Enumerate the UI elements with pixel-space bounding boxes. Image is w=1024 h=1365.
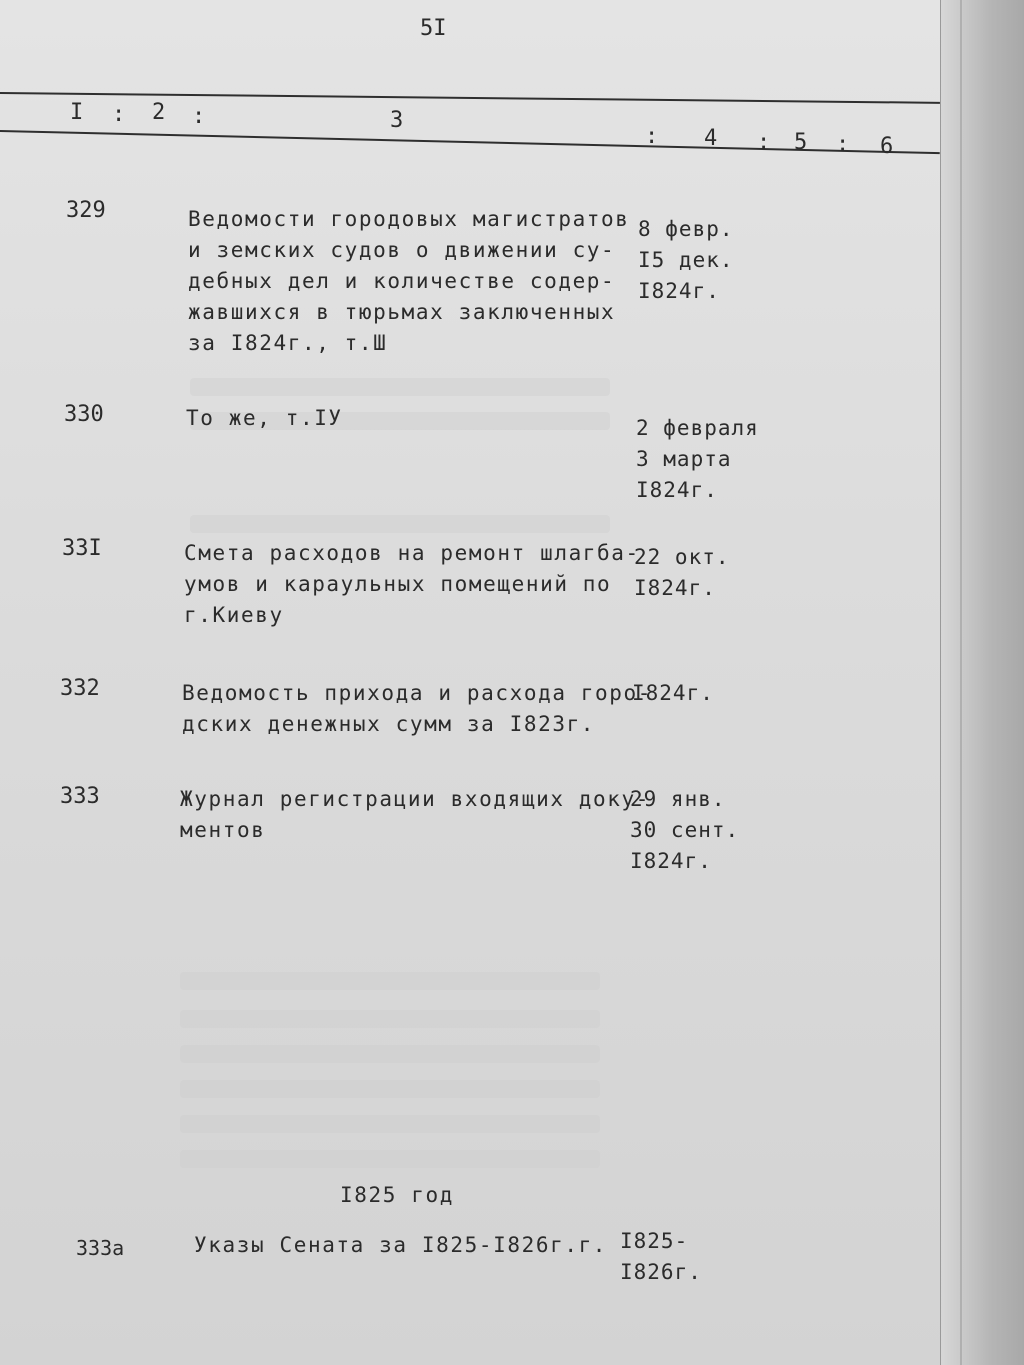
description-line: То же, т.IУ — [186, 406, 343, 430]
description-line: жавшихся в тюрьмах заключенных — [188, 300, 616, 324]
column-number-2: 2 — [152, 100, 166, 125]
bleed-through — [180, 1115, 600, 1133]
entry-number: 33I — [62, 536, 102, 561]
column-separator: : — [192, 104, 206, 129]
date-line: I824г. — [638, 279, 720, 303]
bleed-through — [180, 1150, 600, 1168]
date-line: 8 февр. — [638, 217, 734, 241]
date-line: I826г. — [620, 1260, 702, 1284]
date-line: 30 сент. — [630, 818, 740, 842]
entry-number: 333а — [76, 1236, 125, 1260]
entry-description — [194, 1230, 607, 1261]
date-line: I824г. — [632, 681, 714, 705]
entry-dates — [634, 542, 730, 604]
column-separator: : — [757, 130, 771, 155]
entry-dates — [636, 413, 759, 506]
description-line: Смета расходов на ремонт шлагба- — [184, 541, 640, 565]
description-line: г.Киеву — [184, 603, 284, 627]
entry-description — [186, 403, 343, 434]
date-line: 3 марта — [636, 447, 732, 471]
description-line: Ведомость прихода и расхода горо- — [182, 681, 653, 705]
column-number-5: 5 — [794, 130, 808, 155]
entry-description — [188, 204, 630, 359]
column-number-6: 6 — [880, 134, 894, 159]
column-separator: : — [645, 124, 659, 149]
column-number-1: I — [70, 100, 84, 125]
section-heading: I825 год — [340, 1183, 454, 1207]
date-line: 29 янв. — [630, 787, 726, 811]
entry-dates — [620, 1226, 702, 1288]
column-number-4: 4 — [704, 126, 718, 151]
description-line: Журнал регистрации входящих доку- — [180, 787, 651, 811]
entry-description — [184, 538, 640, 631]
entry-number: 332 — [60, 676, 100, 701]
column-separator: : — [112, 102, 126, 127]
bleed-through — [180, 1080, 600, 1098]
header-top-rule — [0, 92, 940, 104]
description-line: умов и караульных помещений по — [184, 572, 612, 596]
date-line: I5 дек. — [638, 248, 734, 272]
page-number: 5I — [420, 16, 447, 41]
date-line: I824г. — [634, 576, 716, 600]
bleed-through — [190, 378, 610, 396]
description-line: за I824г., т.Ш — [188, 331, 388, 355]
entry-dates — [638, 214, 734, 307]
description-line: Ведомости городовых магистратов — [188, 207, 630, 231]
entry-description — [180, 784, 650, 846]
entry-number: 333 — [60, 784, 100, 809]
entry-dates — [630, 784, 739, 877]
paper-fold-line — [960, 0, 962, 1365]
bleed-through — [180, 1045, 600, 1063]
date-line: 22 окт. — [634, 545, 730, 569]
column-number-3: 3 — [390, 108, 404, 133]
bleed-through — [190, 515, 610, 533]
bleed-through — [180, 1010, 600, 1028]
description-line: дских денежных сумм за I823г. — [182, 712, 596, 736]
entry-dates — [632, 678, 714, 709]
date-line: I825- — [620, 1229, 689, 1253]
entry-number: 329 — [66, 198, 106, 223]
entry-description — [182, 678, 652, 740]
date-line: 2 февраля — [636, 416, 759, 440]
date-line: I824г. — [630, 849, 712, 873]
date-line: I824г. — [636, 478, 718, 502]
description-line: и земских судов о движении су- — [188, 238, 616, 262]
paper-edge — [940, 0, 1024, 1365]
column-separator: : — [836, 132, 850, 157]
entry-number: 330 — [64, 402, 104, 427]
description-line: ментов — [180, 818, 266, 842]
description-line: дебных дел и количестве содер- — [188, 269, 616, 293]
bleed-through — [180, 972, 600, 990]
description-line: Указы Сената за I825-I826г.г. — [194, 1233, 608, 1257]
